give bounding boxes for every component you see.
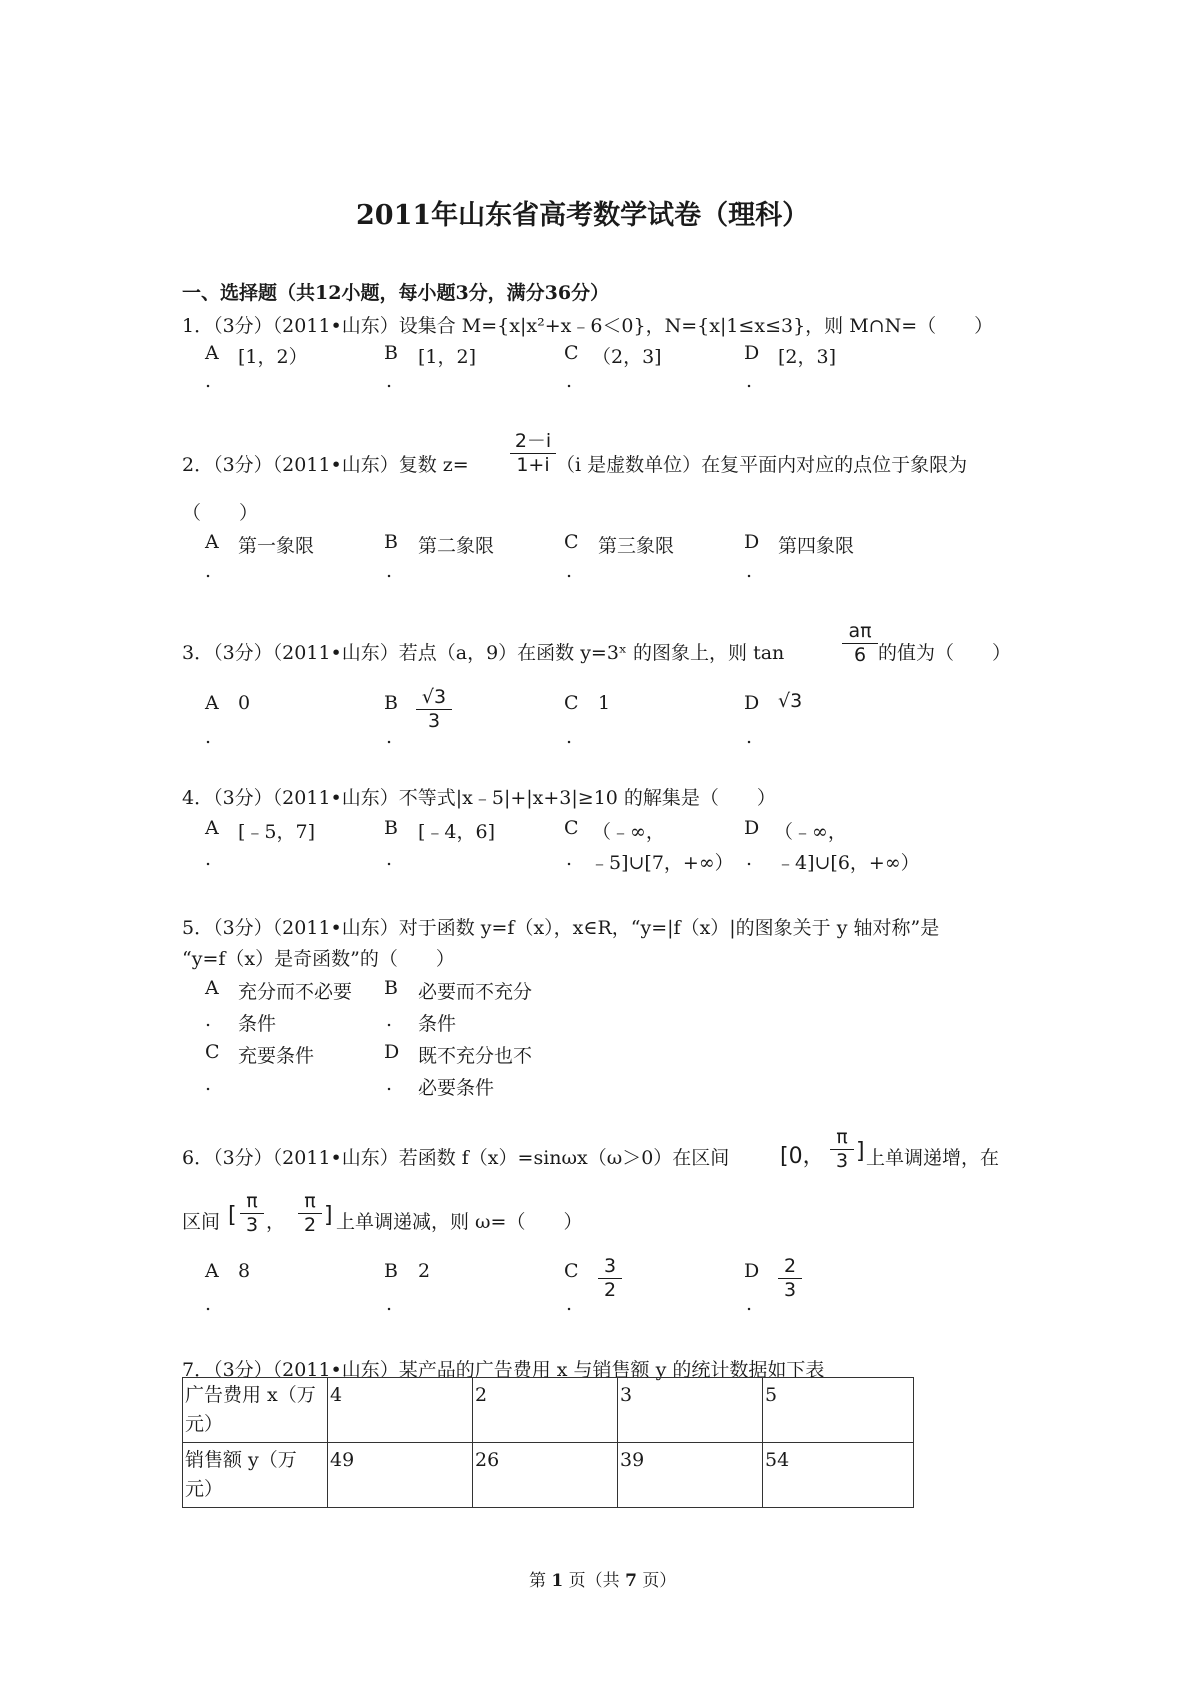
- denominator: 1+i: [516, 454, 550, 476]
- option-letter: D: [744, 531, 760, 553]
- option-text: 第二象限: [418, 535, 495, 557]
- table-cell: [183, 1378, 328, 1443]
- numerator: 2－i: [514, 430, 552, 452]
- option-letter: B: [384, 531, 398, 553]
- data-table: [182, 1377, 914, 1508]
- option-letter: C: [205, 1041, 220, 1063]
- option-text: （﹣∞，: [774, 821, 847, 843]
- option-dot: .: [566, 1293, 573, 1315]
- option-text: 充要条件: [238, 1045, 315, 1067]
- option-letter: B: [384, 977, 398, 999]
- section-heading: 一、选择题（共12小题，每小题3分，满分36分）: [182, 282, 610, 304]
- option-dot: .: [205, 370, 212, 392]
- question-2-stem-cont: （i 是虚数单位）在复平面内对应的点位于象限为: [556, 454, 968, 476]
- question-3-stem-cont: 的值为（ ）: [878, 642, 1012, 664]
- option-letter: A: [205, 531, 219, 553]
- question-3-stem: 3．（3分）（2011•山东）若点（a，9）在函数 y=3ˣ 的图象上，则 tan: [182, 642, 785, 664]
- numerator: π: [304, 1190, 316, 1212]
- option-text: ﹣5]∪[7，+∞）: [590, 852, 734, 874]
- option-letter: D: [744, 817, 760, 839]
- denominator: 6: [853, 644, 867, 666]
- table-cell: 49: [328, 1443, 473, 1508]
- option-dot: .: [566, 726, 573, 748]
- question-5-stem-cont: “y=f（x）是奇函数”的（ ）: [182, 948, 455, 970]
- table-cell: 39: [618, 1443, 763, 1508]
- fraction: [240, 1192, 264, 1235]
- option-text: （2，3]: [592, 346, 662, 368]
- fraction: [298, 1192, 322, 1235]
- option-dot: .: [566, 560, 573, 582]
- denominator: 2: [603, 1279, 617, 1301]
- table-cell: 54: [763, 1443, 914, 1508]
- fraction: [510, 432, 556, 475]
- option-letter: B: [384, 692, 398, 714]
- option-letter: A: [205, 342, 219, 364]
- option-dot: .: [205, 1073, 212, 1095]
- page-footer: [529, 1566, 676, 1591]
- numerator: π: [836, 1126, 848, 1148]
- table-cell: 4: [328, 1378, 473, 1443]
- option-letter: D: [744, 692, 760, 714]
- option-text: [﹣4，6]: [418, 821, 496, 843]
- question-7-stem: 7．（3分）（2011•山东）某产品的广告费用 x 与销售额 y 的统计数据如下表: [182, 1359, 825, 1381]
- numerator: 2: [783, 1255, 797, 1277]
- option-letter: A: [205, 977, 219, 999]
- option-letter: C: [564, 1260, 579, 1282]
- option-dot: .: [386, 1073, 393, 1095]
- option-text: 2: [418, 1260, 431, 1282]
- option-letter: B: [384, 342, 398, 364]
- option-letter: C: [564, 817, 579, 839]
- interval-close: ]: [324, 1203, 333, 1228]
- question-6-stem-cont: 上单调递减，则 ω=（ ）: [336, 1211, 583, 1233]
- fraction: [598, 1257, 622, 1300]
- option-text: 条件: [238, 1013, 277, 1035]
- option-letter: D: [384, 1041, 400, 1063]
- question-1-stem: 1．（3分）（2011•山东）设集合 M={x|x²+x﹣6＜0}，N={x|1≤x≤3}，则 M∩N=（ ）: [182, 315, 994, 337]
- option-dot: .: [746, 370, 753, 392]
- table-cell: 26: [473, 1443, 618, 1508]
- option-text: 充分而不必要: [238, 981, 353, 1003]
- option-letter: B: [384, 1260, 398, 1282]
- option-text: 必要而不充分: [418, 981, 533, 1003]
- option-dot: .: [746, 560, 753, 582]
- option-text: 第一象限: [238, 535, 315, 557]
- option-text: [2，3]: [778, 346, 837, 368]
- option-letter: D: [744, 342, 760, 364]
- option-letter: B: [384, 817, 398, 839]
- fraction: [842, 622, 878, 665]
- option-text: 条件: [418, 1013, 457, 1035]
- row-label: 元）: [185, 1478, 224, 1500]
- option-text: 既不充分也不: [418, 1045, 533, 1067]
- denominator: 2: [303, 1214, 317, 1236]
- row-label: 元）: [185, 1413, 224, 1435]
- option-text: 8: [238, 1260, 251, 1282]
- page-number: 1: [551, 1571, 564, 1591]
- option-dot: .: [386, 1293, 393, 1315]
- option-text: √3: [778, 690, 803, 712]
- numerator: 3: [603, 1255, 617, 1277]
- page-title: 2011年山东省高考数学试卷（理科）: [356, 200, 810, 231]
- question-6-stem-cont: 上单调递增，在: [866, 1147, 1000, 1169]
- option-dot: .: [386, 726, 393, 748]
- option-text: [1，2]: [418, 346, 477, 368]
- interval-separator: ，: [266, 1211, 286, 1233]
- question-6-stem: 6．（3分）（2011•山东）若函数 f（x）=sinωx（ω＞0）在区间: [182, 1147, 730, 1169]
- numerator: √3: [421, 686, 447, 708]
- option-dot: .: [205, 726, 212, 748]
- footer-text: 页）: [642, 1571, 677, 1591]
- option-dot: .: [746, 1293, 753, 1315]
- option-dot: .: [205, 1009, 212, 1031]
- option-text: 0: [238, 692, 251, 714]
- table-cell: 3: [618, 1378, 763, 1443]
- interval-open: [: [228, 1203, 237, 1228]
- option-dot: .: [386, 848, 393, 870]
- option-dot: .: [746, 848, 753, 870]
- option-dot: .: [386, 1009, 393, 1031]
- option-letter: C: [564, 531, 579, 553]
- table-cell: 5: [763, 1378, 914, 1443]
- question-5-stem: 5．（3分）（2011•山东）对于函数 y=f（x），x∈R，“y=|f（x）|的图象关于 y 轴对称”是: [182, 917, 940, 939]
- option-text: [﹣5，7]: [238, 821, 316, 843]
- footer-text: 页（共: [568, 1571, 620, 1591]
- footer-text: 第: [529, 1571, 546, 1591]
- table-cell: [183, 1443, 328, 1508]
- option-letter: D: [744, 1260, 760, 1282]
- denominator: 3: [783, 1279, 797, 1301]
- table-row: [183, 1378, 914, 1443]
- interval-open: [0，: [780, 1144, 825, 1169]
- denominator: 3: [245, 1214, 259, 1236]
- question-2-stem: 2．（3分）（2011•山东）复数 z=: [182, 454, 469, 476]
- table-row: [183, 1443, 914, 1508]
- numerator: aπ: [848, 620, 872, 642]
- option-text: （﹣∞，: [592, 821, 665, 843]
- denominator: 3: [835, 1150, 849, 1172]
- option-text: 第三象限: [598, 535, 675, 557]
- option-letter: A: [205, 692, 219, 714]
- option-dot: .: [205, 848, 212, 870]
- option-dot: .: [205, 560, 212, 582]
- option-dot: .: [205, 1293, 212, 1315]
- option-text: 必要条件: [418, 1077, 495, 1099]
- option-letter: A: [205, 1260, 219, 1282]
- option-letter: C: [564, 342, 579, 364]
- option-dot: .: [746, 726, 753, 748]
- fraction: [778, 1257, 802, 1300]
- fraction: [416, 688, 452, 731]
- page-total: 7: [625, 1571, 637, 1591]
- question-4-stem: 4．（3分）（2011•山东）不等式|x﹣5|+|x+3|≥10 的解集是（ ）: [182, 787, 776, 809]
- option-text: ﹣4]∪[6，+∞）: [776, 852, 920, 874]
- denominator: 3: [427, 710, 441, 732]
- option-dot: .: [566, 370, 573, 392]
- question-6-stem-cont: 区间: [182, 1211, 221, 1233]
- row-label: 广告费用 x（万: [185, 1384, 316, 1406]
- numerator: π: [246, 1190, 258, 1212]
- question-2-stem-cont: （ ）: [182, 502, 259, 524]
- fraction: [830, 1128, 854, 1171]
- option-dot: .: [386, 370, 393, 392]
- option-text: 第四象限: [778, 535, 855, 557]
- option-dot: .: [566, 848, 573, 870]
- table-cell: 2: [473, 1378, 618, 1443]
- option-letter: C: [564, 692, 579, 714]
- option-text: [1，2）: [238, 346, 308, 368]
- option-dot: .: [386, 560, 393, 582]
- interval-close: ]: [856, 1139, 865, 1164]
- row-label: 销售额 y（万: [185, 1449, 297, 1471]
- option-text: 1: [598, 692, 611, 714]
- option-letter: A: [205, 817, 219, 839]
